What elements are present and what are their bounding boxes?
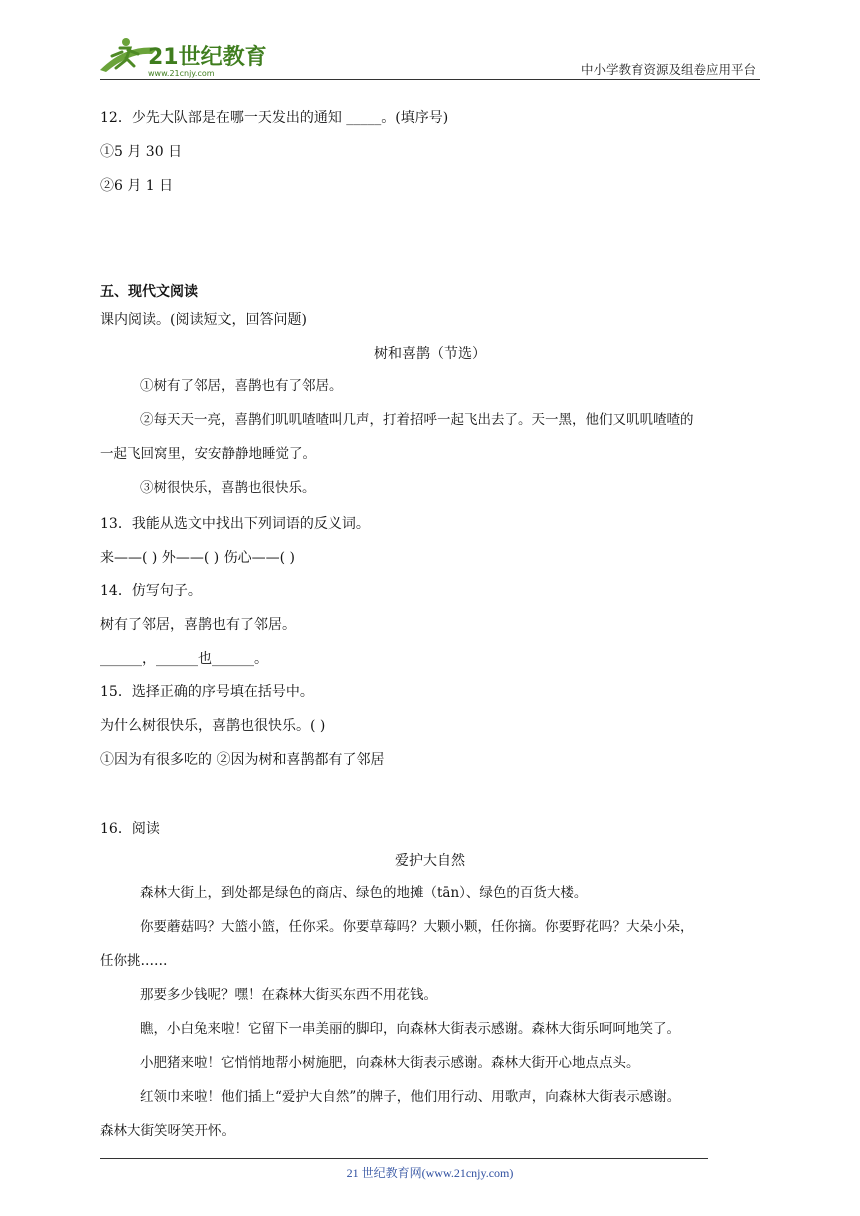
platform-name: 中小学教育资源及组卷应用平台	[580, 62, 756, 77]
q16-passage-title: 爱护大自然	[395, 853, 465, 869]
section-title: 五、现代文阅读	[100, 284, 198, 300]
q16-passage: 森林大街上，到处都是绿色的商店、绿色的地摊（tān）、绿色的百货大楼。 你要蘑菇吗？大篮小篮，任你采。你要草莓吗？大颗小颗，任你摘。你要野花吗？大朵小朵， 任你挑…… 那要多少钱呢？嘿！在森林大街买东西不用花钱。 瞧，小白兔来啦！它留下一串美丽的脚印，向森林大街表示感谢。森林大街乐呵呵地笑了。 小肥猪来啦！它悄悄地帮小树施肥，向森林大街表示感谢。森林大街开心地点点头。 红领巾来啦！他们插上“爱护大自然”的牌子，他们用行动、用歌声，向森林大街表示感谢。 森林大街笑呀笑开怀。	[100, 885, 694, 1139]
q12-option-2: ②6 月 1 日	[100, 178, 174, 194]
passage-title: 树和喜鹊（节选）	[374, 346, 486, 362]
q13-antonym-line: 来——( ) 外——( ) 伤心——( )	[100, 550, 296, 566]
q12-option-1: ①5 月 30 日	[100, 144, 183, 160]
q14-example: 树有了邻居，喜鹊也有了邻居。	[100, 617, 296, 633]
footer-link[interactable]: 21 世纪教育网(www.21cnjy.com)	[346, 1166, 514, 1180]
q12-stem: 12．少先大队部是在哪一天发出的通知 _____。(填序号)	[100, 110, 449, 126]
q15-stem: 15．选择正确的序号填在括号中。	[100, 684, 314, 700]
passage-paragraph: ①树有了邻居，喜鹊也有了邻居。 ②每天天一亮，喜鹊们叽叽喳喳叫几声，打着招呼一起飞出去了。天一黑，他们又叽叽喳喳的 一起飞回窝里，安安静静地睡觉了。 ③树很快乐，喜鹊也很快乐。	[100, 378, 694, 496]
q15-question: 为什么树很快乐，喜鹊也很快乐。( )	[100, 718, 326, 734]
header-divider	[100, 79, 760, 80]
section-intro: 课内阅读。(阅读短文，回答问题)	[100, 312, 307, 328]
logo-url: www.21cnjy.com	[148, 69, 215, 78]
q14-blank: ______，______也______。	[100, 651, 268, 667]
q15-options: ①因为有很多吃的 ②因为树和喜鹊都有了邻居	[100, 752, 385, 768]
q13-stem: 13．我能从选文中找出下列词语的反义词。	[100, 516, 370, 532]
q16-stem: 16．阅读	[100, 821, 160, 837]
footer-divider	[100, 1158, 708, 1159]
logo-text: 21世纪教育	[148, 45, 266, 70]
site-logo	[96, 34, 266, 80]
runner-logo-icon	[96, 34, 266, 80]
q14-stem: 14．仿写句子。	[100, 583, 202, 599]
